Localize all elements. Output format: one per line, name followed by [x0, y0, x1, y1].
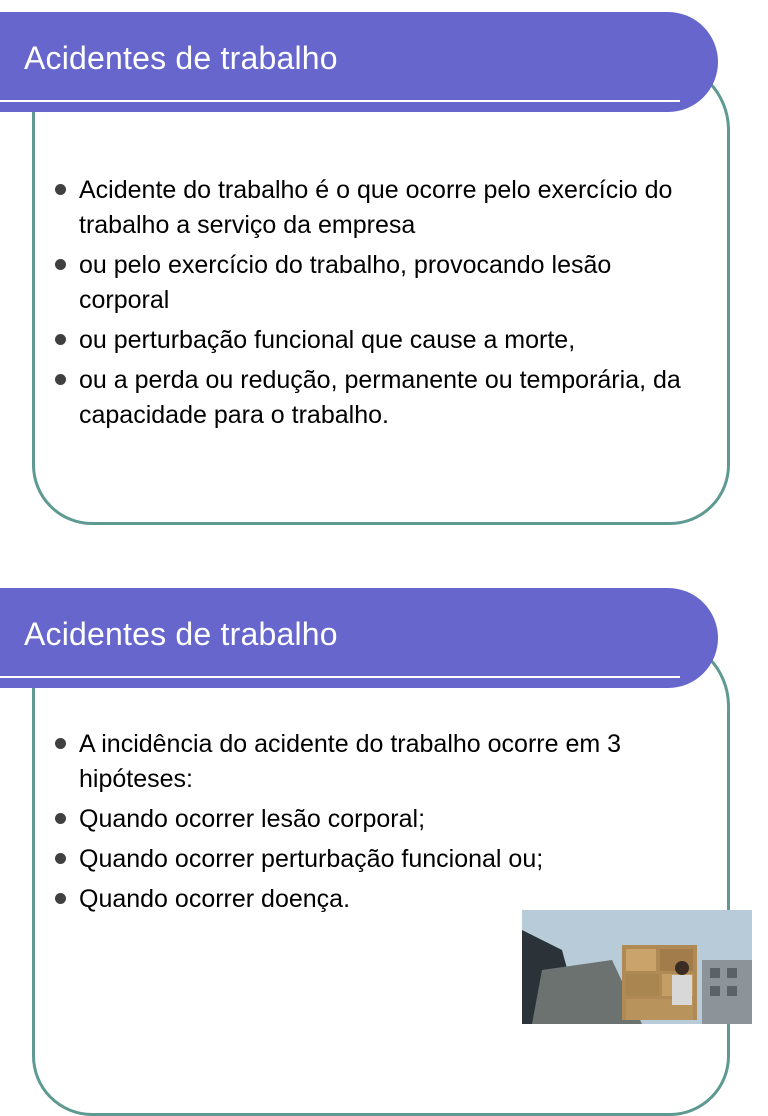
bullet-dot-icon [55, 738, 66, 749]
bullet-dot-icon [55, 334, 66, 345]
bullet-item [52, 842, 692, 877]
bullet-dot-icon [55, 893, 66, 904]
worker-photo [522, 910, 752, 1024]
slide-title: Acidentes de trabalho [24, 40, 338, 76]
bullet-text: Quando ocorrer perturbação funcional ou; [79, 845, 544, 873]
bullet-dot-icon [55, 259, 66, 270]
worker-photo-illustration [522, 910, 752, 1024]
bullet-item [52, 802, 692, 837]
title-underline [0, 676, 680, 678]
bullet-text: Acidente do trabalho é o que ocorre pelo exercício do trabalho a serviço da empresa [79, 176, 673, 239]
bullet-item [52, 323, 692, 358]
bullet-text: ou a perda ou redução, permanente ou temporária, da capacidade para o trabalho. [79, 366, 681, 429]
slide-title: Acidentes de trabalho [24, 616, 338, 652]
bullet-dot-icon [55, 853, 66, 864]
slide-1 [0, 0, 768, 540]
bullet-list [52, 727, 692, 922]
bullet-item [52, 173, 692, 243]
bullet-dot-icon [55, 374, 66, 385]
title-bar [0, 12, 718, 112]
bullet-dot-icon [55, 813, 66, 824]
title-underline [0, 100, 680, 102]
bullet-text: A incidência do acidente do trabalho ocorre em 3 hipóteses: [79, 730, 622, 793]
bullet-text: Quando ocorrer lesão corporal; [79, 805, 426, 833]
bullet-item [52, 727, 692, 797]
bullet-item [52, 363, 692, 433]
title-bar [0, 588, 718, 688]
bullet-text: ou pelo exercício do trabalho, provocando lesão corporal [79, 251, 612, 314]
bullet-text: ou perturbação funcional que cause a morte, [79, 326, 576, 354]
bullet-text: Quando ocorrer doença. [79, 885, 351, 913]
bullet-item [52, 248, 692, 318]
bullet-list [52, 173, 692, 438]
bullet-dot-icon [55, 184, 66, 195]
